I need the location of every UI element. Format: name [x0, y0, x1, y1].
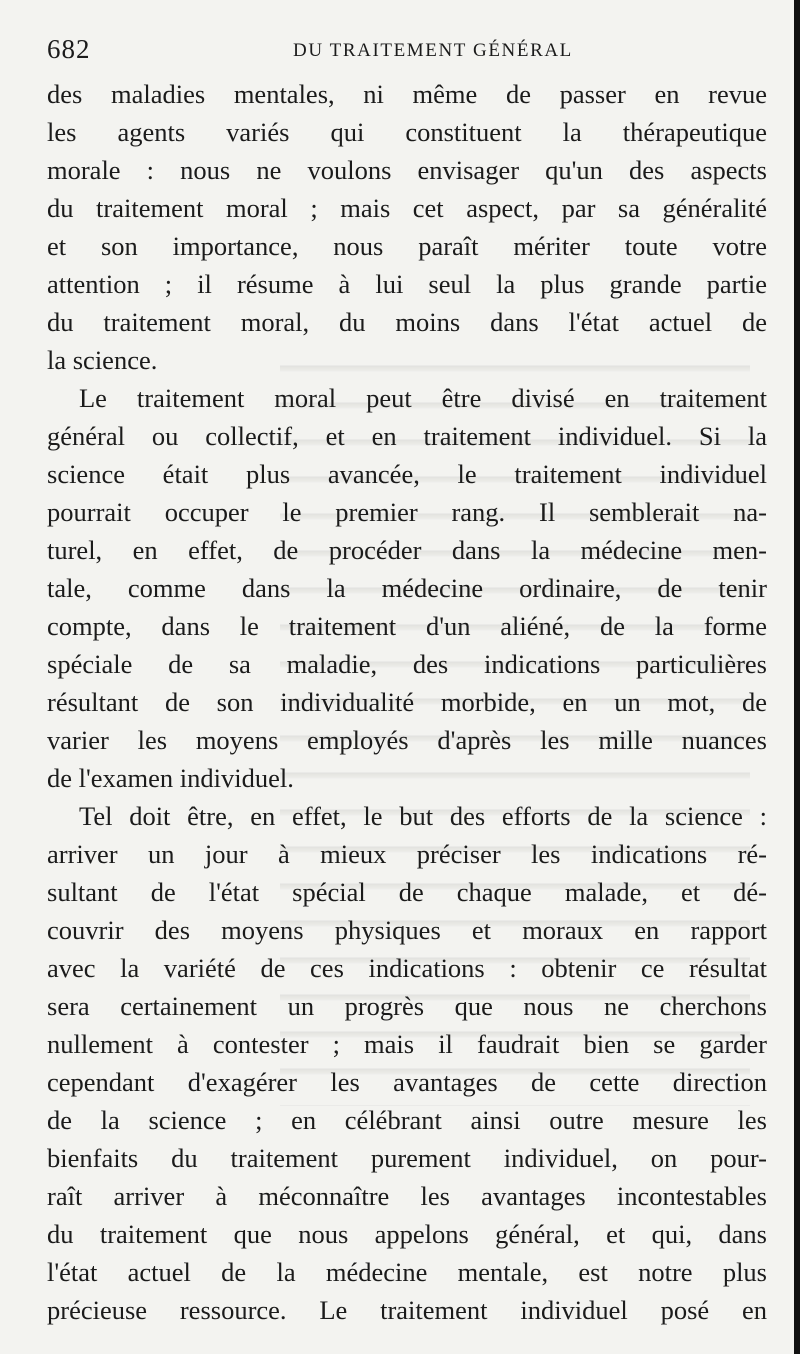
text-line: du traitement moral ; mais cet aspect, par sa généralité — [47, 193, 767, 223]
text-line: compte, dans le traitement d'un aliéné, de la forme — [47, 611, 767, 641]
text-line: bienfaits du traitement purement individuel, on pour- — [47, 1143, 767, 1173]
running-title: DU TRAITEMENT GÉNÉRAL — [293, 40, 573, 61]
text-line: tale, comme dans la médecine ordinaire, de tenir — [47, 573, 767, 603]
body-text — [47, 75, 767, 1329]
text-line: résultant de son individualité morbide, en un mot, de — [47, 687, 767, 717]
text-line: sultant de l'état spécial de chaque malade, et dé- — [47, 877, 767, 907]
text-line: sera certainement un progrès que nous ne cherchons — [47, 991, 767, 1021]
text-line: cependant d'exagérer les avantages de cette direction — [47, 1067, 767, 1097]
running-head — [47, 34, 767, 68]
text-line: morale : nous ne voulons envisager qu'un des aspects — [47, 155, 767, 185]
text-line: raît arriver à méconnaître les avantages incontestables — [47, 1181, 767, 1211]
text-line: de la science ; en célébrant ainsi outre mesure les — [47, 1105, 767, 1135]
text-line: couvrir des moyens physiques et moraux en rapport — [47, 915, 767, 945]
text-line: spéciale de sa maladie, des indications particulières — [47, 649, 767, 679]
text-line: du traitement que nous appelons général, et qui, dans — [47, 1219, 767, 1249]
text-line: science était plus avancée, le traitement individuel — [47, 459, 767, 489]
text-line: les agents variés qui constituent la thérapeutique — [47, 117, 767, 147]
text-line: nullement à contester ; mais il faudrait bien se garder — [47, 1029, 767, 1059]
paragraph-start-line: Tel doit être, en effet, le but des efforts de la science : — [79, 801, 767, 831]
paragraph-start-line: Le traitement moral peut être divisé en traitement — [79, 383, 767, 413]
text-line: du traitement moral, du moins dans l'état actuel de — [47, 307, 767, 337]
text-line: l'état actuel de la médecine mentale, est notre plus — [47, 1257, 767, 1287]
paragraph-end-line: la science. — [47, 345, 158, 375]
text-line: arriver un jour à mieux préciser les indications ré- — [47, 839, 767, 869]
text-line: général ou collectif, et en traitement individuel. Si la — [47, 421, 767, 451]
text-line: turel, en effet, de procéder dans la médecine men- — [47, 535, 767, 565]
text-line: avec la variété de ces indications : obtenir ce résultat — [47, 953, 767, 983]
paragraph-end-line: de l'examen individuel. — [47, 763, 294, 793]
text-line: varier les moyens employés d'après les mille nuances — [47, 725, 767, 755]
text-line: précieuse ressource. Le traitement individuel posé en — [47, 1295, 767, 1325]
page-number: 682 — [47, 34, 91, 64]
text-line: attention ; il résume à lui seul la plus grande partie — [47, 269, 767, 299]
text-line: pourrait occuper le premier rang. Il semblerait na- — [47, 497, 767, 527]
text-line: et son importance, nous paraît mériter toute votre — [47, 231, 767, 261]
text-line: des maladies mentales, ni même de passer en revue — [47, 79, 767, 109]
